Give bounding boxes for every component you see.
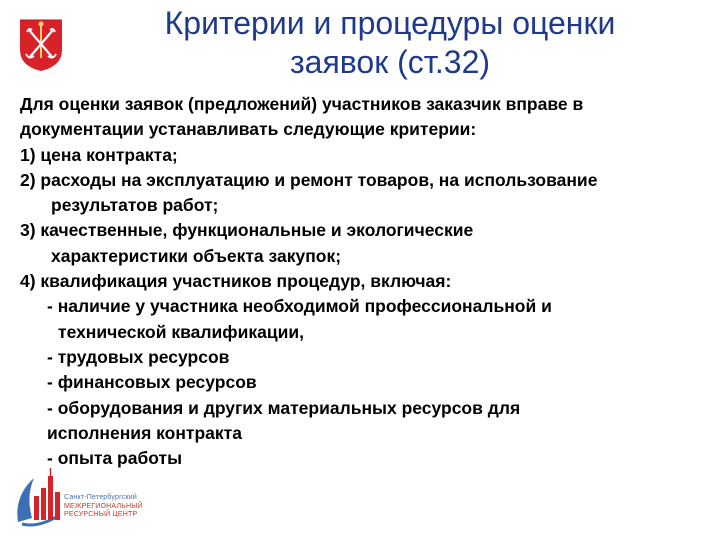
criterion-price: 1) цена контракта; [20,144,178,165]
logo-line-3: РЕСУРСНЫЙ ЦЕНТР [64,511,138,518]
title-line-2: заявок (ст.32) [289,44,491,80]
logo-line-2: МЕЖРЕГИОНАЛЬНЫЙ [64,502,143,510]
qualification-item: - опыта работы [47,448,183,469]
qualification-item-cont: технической квалификации, [58,321,304,342]
criterion-expenses: 2) расходы на эксплуатацию и ремонт товаров, на использование [20,169,598,190]
logo-line-1: Санкт-Петербургский [64,494,137,501]
body-line: документации устанавливать следующие критерии: [20,119,477,140]
qualification-item: - финансовых ресурсов [47,372,257,393]
qualification-item-cont: исполнения контракта [47,422,242,443]
qualification-item: - оборудования и других материальных ресурсов для [47,397,521,418]
criteria-text [20,92,710,471]
qualification-item: - трудовых ресурсов [47,346,230,367]
saint-petersburg-coat-of-arms-icon [18,14,64,72]
criterion-quality-cont: характеристики объекта закупок; [51,245,342,266]
title-line-1: Критерии и процедуры оценки [164,5,616,41]
qualification-item: - наличие у участника необходимой профессиональной и [47,296,552,317]
body-line: Для оценки заявок (предложений) участников заказчик вправе в [20,94,584,114]
criterion-qualification: 4) квалификация участников процедур, включая: [20,271,452,292]
criterion-quality: 3) качественные, функциональные и экологические [20,220,474,241]
criterion-expenses-cont: результатов работ; [51,195,219,216]
page-title [100,4,680,82]
logo-caption [64,494,174,520]
